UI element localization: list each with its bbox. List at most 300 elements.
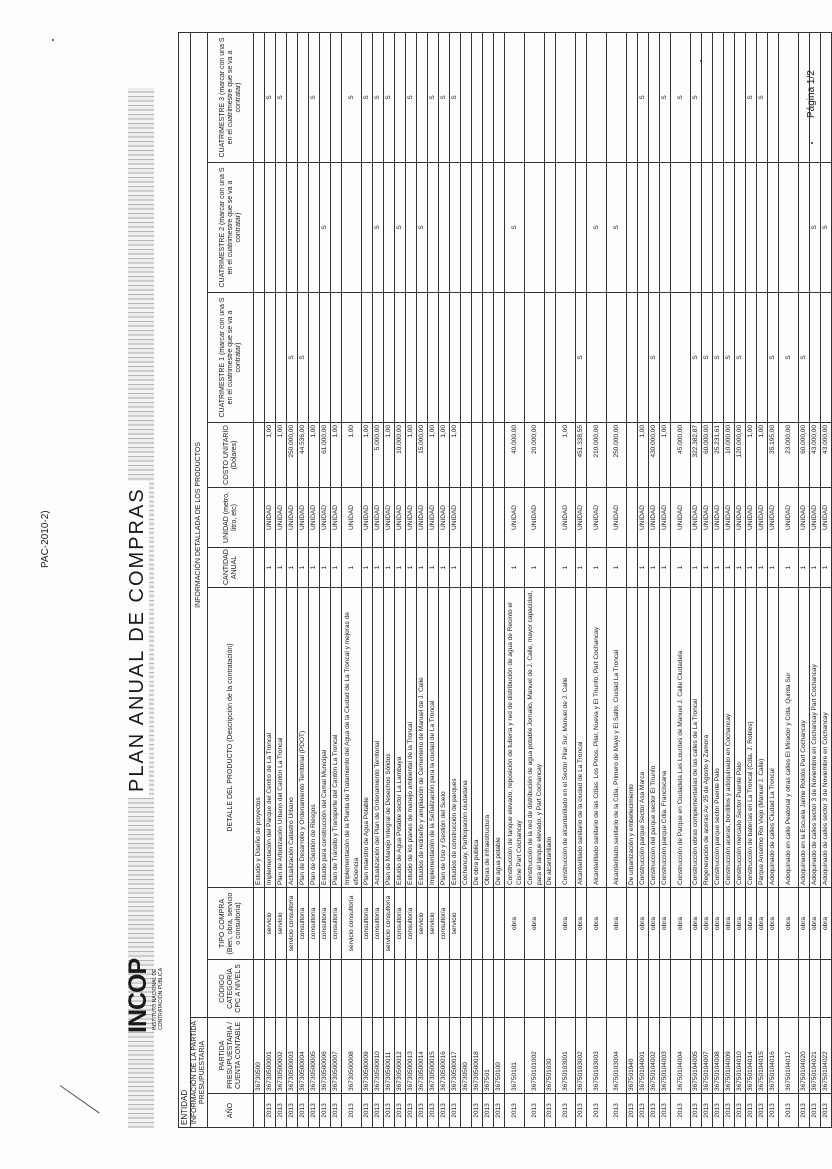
cell-qty: 1: [439, 548, 450, 588]
cell-cpc: [406, 960, 417, 1018]
cell-detail: Construcción de tanque elevado, reposición de tubería y red de distribución de agua de Recinto el Cisne Part Cochancay: [505, 588, 525, 888]
cell-c1: [439, 293, 450, 423]
table-row: [746, 32, 757, 1127]
cell-cpc: [525, 960, 545, 1018]
cell-type: consultoría: [373, 888, 384, 960]
table-row: [638, 32, 649, 1127]
column-header: CANTIDAD ANUAL: [208, 548, 254, 588]
cell-c3: S: [746, 32, 757, 162]
cell-qty: 1: [342, 548, 362, 588]
cell-unit: UNIDAD: [525, 488, 545, 548]
cell-year: 2013: [671, 1094, 691, 1128]
cell-c1: S: [724, 293, 735, 423]
cell-unit: UNIDAD: [638, 488, 649, 548]
table-row: [505, 32, 525, 1127]
cell-detail: Construcción parque Sector Asa Marca: [638, 588, 649, 888]
cell-c1: [320, 293, 331, 423]
cell-unit: UNIDAD: [384, 488, 395, 548]
cell-c3: S: [265, 32, 276, 162]
cell-cpc: [660, 960, 671, 1018]
cell-account: 367501030: [545, 1018, 556, 1094]
cell-type: servicio: [265, 888, 276, 960]
cell-cpc: [362, 960, 373, 1018]
column-header: CUATRIMESTRE 2 (marcar con una S en el cuatrimestre que se va a contratar): [208, 163, 254, 293]
cell-c2: [691, 163, 702, 293]
cell-cost: 20.000,00: [525, 423, 545, 488]
cell-cost: 1,00: [450, 423, 461, 488]
cell-detail: Estudios de construcción de parques: [450, 588, 461, 888]
cell-qty: 1: [638, 548, 649, 588]
cell-c3: S: [638, 32, 649, 162]
cell-qty: 1: [746, 548, 757, 588]
cell-type: [494, 888, 505, 960]
cell-unit: UNIDAD: [757, 488, 768, 548]
cell-account: 36750101002: [525, 1018, 545, 1094]
cell-year: 2013: [428, 1094, 439, 1128]
cell-type: servicio consultoría: [384, 888, 395, 960]
table-row: [810, 32, 821, 1127]
cell-year: [254, 1094, 265, 1128]
cell-unit: UNIDAD: [691, 488, 702, 548]
table-body: [254, 32, 832, 1127]
cell-c2: [799, 163, 810, 293]
cell-c1: S: [713, 293, 724, 423]
cell-type: servicio: [417, 888, 428, 960]
cell-c1: [587, 293, 607, 423]
cell-account: 36750104021: [810, 1018, 821, 1094]
cell-cost: 210.000,00: [587, 423, 607, 488]
cell-detail: Construcción de baterías en La Troncal (Cdla. J. Robles): [746, 588, 757, 888]
cell-type: servicio: [428, 888, 439, 960]
cell-account: 36750104004: [671, 1018, 691, 1094]
cell-c2: [735, 163, 746, 293]
cell-account: 36750104007: [702, 1018, 713, 1094]
cell-type: obra: [638, 888, 649, 960]
table-row: [724, 32, 735, 1127]
cell-unit: [627, 488, 638, 548]
cell-unit: UNIDAD: [406, 488, 417, 548]
cell-cost: 60.000,00: [702, 423, 713, 488]
cell-c2: [757, 163, 768, 293]
table-row: [587, 32, 607, 1127]
cell-cost: [627, 423, 638, 488]
cell-detail: Construcción obras complementarias de las calles de La Troncal: [691, 588, 702, 888]
cell-account: 36750104009: [724, 1018, 735, 1094]
cell-c2: S: [505, 163, 525, 293]
cell-qty: 1: [713, 548, 724, 588]
cell-c2: [724, 163, 735, 293]
cell-c3: S: [439, 32, 450, 162]
cell-cpc: [821, 960, 832, 1018]
cell-detail: Construcción mercado Sector Puente Palo: [735, 588, 746, 888]
cell-cost: 1,00: [746, 423, 757, 488]
cell-unit: UNIDAD: [342, 488, 362, 548]
scan-mark: [60, 1085, 100, 1113]
cell-year: 2013: [587, 1094, 607, 1128]
cell-qty: [461, 548, 472, 588]
table-row: [660, 32, 671, 1127]
cell-c3: [287, 32, 298, 162]
cell-c3: [461, 32, 472, 162]
cell-cpc: [810, 960, 821, 1018]
table-row: [309, 32, 320, 1127]
column-header-row: [208, 32, 254, 1127]
cell-year: 2013: [384, 1094, 395, 1128]
column-header: AÑO: [208, 1094, 254, 1128]
cell-qty: [494, 548, 505, 588]
cell-c2: [472, 163, 483, 293]
cell-year: 2013: [342, 1094, 362, 1128]
cell-year: 2013: [362, 1094, 373, 1128]
cell-year: 2013: [320, 1094, 331, 1128]
cell-type: obra: [821, 888, 832, 960]
cell-cost: 430.000,00: [649, 423, 660, 488]
cell-c3: [483, 32, 494, 162]
cell-qty: 1: [779, 548, 799, 588]
table-row: [576, 32, 587, 1127]
cell-c2: [362, 163, 373, 293]
cell-c3: S: [428, 32, 439, 162]
cell-cpc: [483, 960, 494, 1018]
cell-cpc: [320, 960, 331, 1018]
column-header: UNIDAD (metro, litro, etc): [208, 488, 254, 548]
cell-qty: 1: [406, 548, 417, 588]
cell-unit: [254, 488, 265, 548]
cell-year: 2013: [607, 1094, 627, 1128]
cell-account: 36730500013: [406, 1018, 417, 1094]
rotated-page: [40, 33, 829, 1128]
table-row: [821, 32, 832, 1127]
table-row: [331, 32, 342, 1127]
cell-cpc: [724, 960, 735, 1018]
cell-c3: S: [276, 32, 287, 162]
cell-account: 36750104015: [757, 1018, 768, 1094]
cell-unit: UNIDAD: [265, 488, 276, 548]
cell-cpc: [439, 960, 450, 1018]
cell-qty: 1: [505, 548, 525, 588]
cell-detail: De obra pública: [472, 588, 483, 888]
cell-account: 36750103001: [556, 1018, 576, 1094]
cell-qty: 1: [373, 548, 384, 588]
cell-account: 36750101: [505, 1018, 525, 1094]
cell-c3: S: [373, 32, 384, 162]
cell-detail: De alcantarillado: [545, 588, 556, 888]
cell-unit: [545, 488, 556, 548]
cell-cost: 1,00: [384, 423, 395, 488]
cell-cost: [494, 423, 505, 488]
table-row: [799, 32, 810, 1127]
cell-qty: 1: [265, 548, 276, 588]
cell-unit: UNIDAD: [821, 488, 832, 548]
cell-unit: UNIDAD: [450, 488, 461, 548]
cell-c1: [556, 293, 576, 423]
cell-year: 2013: [439, 1094, 450, 1128]
cell-cpc: [461, 960, 472, 1018]
cell-type: obra: [779, 888, 799, 960]
cell-type: obra: [691, 888, 702, 960]
cell-qty: 1: [702, 548, 713, 588]
table-row: [276, 32, 287, 1127]
cell-detail: Plan de Arbolización Urbano del Cantón La Troncal: [276, 588, 287, 888]
cell-cost: 43.000,00: [810, 423, 821, 488]
cell-year: 2013: [810, 1094, 821, 1128]
cell-qty: 1: [587, 548, 607, 588]
table-row: [265, 32, 276, 1127]
cell-c3: [779, 32, 799, 162]
cell-year: 2013: [545, 1094, 556, 1128]
cell-c3: S: [757, 32, 768, 162]
cell-cost: 250.000,00: [287, 423, 298, 488]
cell-qty: 1: [428, 548, 439, 588]
cell-cost: [472, 423, 483, 488]
cell-detail: De urbanización y embellecimiento: [627, 588, 638, 888]
cell-c3: [525, 32, 545, 162]
cell-account: 36730500018: [472, 1018, 483, 1094]
cell-c2: [494, 163, 505, 293]
column-header: CUATRIMESTRE 1 (marcar con una S en el cuatrimestre que se va a contratar): [208, 293, 254, 423]
cell-c3: S: [691, 32, 702, 162]
cell-cost: 120.000,00: [735, 423, 746, 488]
cell-type: obra: [713, 888, 724, 960]
cell-unit: UNIDAD: [505, 488, 525, 548]
cell-type: consultoría: [298, 888, 309, 960]
cell-c2: S: [821, 163, 832, 293]
table-row: [702, 32, 713, 1127]
cell-c1: [373, 293, 384, 423]
cell-year: 2013: [395, 1094, 406, 1128]
cell-qty: 1: [671, 548, 691, 588]
cell-cost: 1,00: [265, 423, 276, 488]
cell-year: 2013: [472, 1094, 483, 1128]
cell-account: 36730500003: [287, 1018, 298, 1094]
cell-type: obra: [671, 888, 691, 960]
cell-qty: 1: [298, 548, 309, 588]
cell-year: 2013: [702, 1094, 713, 1128]
cell-detail: Implementación del Parque del Centro de La Troncal: [265, 588, 276, 888]
cell-detail: Plan de Gestión de Riesgos: [309, 588, 320, 888]
cell-cost: 23.000,00: [779, 423, 799, 488]
cell-account: 36730500009: [362, 1018, 373, 1094]
cell-account: 36730500010: [373, 1018, 384, 1094]
cell-unit: UNIDAD: [298, 488, 309, 548]
cell-qty: [545, 548, 556, 588]
cell-detail: Estudio y Diseño de proyectos: [254, 588, 265, 888]
cell-qty: [483, 548, 494, 588]
cell-detail: Plan de Uso y Gestión del Suelo: [439, 588, 450, 888]
cell-type: servicio: [276, 888, 287, 960]
cell-type: [545, 888, 556, 960]
cell-detail: Plan de Manejo Integral de Desechos Sólidos: [384, 588, 395, 888]
cell-cpc: [287, 960, 298, 1018]
cell-cost: 44.536,00: [298, 423, 309, 488]
cell-year: 2013: [691, 1094, 702, 1128]
cell-account: 36750103003: [587, 1018, 607, 1094]
cell-c2: [660, 163, 671, 293]
cell-cpc: [556, 960, 576, 1018]
cell-cost: 1,00: [362, 423, 373, 488]
cell-detail: Adoquinado de calles sector 3 de Noviembre en Cochancay: [821, 588, 832, 888]
cell-type: obra: [587, 888, 607, 960]
cell-detail: Construcción de Parque en Ciudadela Las Lourdes de Manuel J. Calle Ciudadela: [671, 588, 691, 888]
cell-unit: UNIDAD: [671, 488, 691, 548]
cell-account: 36730500: [461, 1018, 472, 1094]
cell-c2: [556, 163, 576, 293]
cell-account: 36730500007: [331, 1018, 342, 1094]
cell-c3: S: [342, 32, 362, 162]
cell-c1: [342, 293, 362, 423]
cell-cpc: [298, 960, 309, 1018]
cell-type: consultoría: [439, 888, 450, 960]
cell-c2: S: [810, 163, 821, 293]
cell-c2: S: [417, 163, 428, 293]
cell-year: 2013: [799, 1094, 810, 1128]
cell-c1: S: [287, 293, 298, 423]
cell-c3: [417, 32, 428, 162]
cell-c3: [395, 32, 406, 162]
cell-cpc: [607, 960, 627, 1018]
cell-year: 2013: [417, 1094, 428, 1128]
table-row: [373, 32, 384, 1127]
cell-unit: UNIDAD: [724, 488, 735, 548]
cell-c3: S: [671, 32, 691, 162]
scan-speck: [52, 39, 54, 41]
cell-type: [254, 888, 265, 960]
cell-detail: Actualización Catastro Urbano: [287, 588, 298, 888]
cell-c3: [627, 32, 638, 162]
cell-cost: 61.000,00: [320, 423, 331, 488]
cell-cost: 322.382,87: [691, 423, 702, 488]
cell-unit: UNIDAD: [649, 488, 660, 548]
cell-c3: [331, 32, 342, 162]
cell-detail: Cochancay, Participación ciudadana: [461, 588, 472, 888]
cell-unit: UNIDAD: [735, 488, 746, 548]
cell-cost: [545, 423, 556, 488]
cell-account: 367501: [483, 1018, 494, 1094]
cell-detail: Construcción aceras, bordillos y adoquinado en Cochancay: [724, 588, 735, 888]
cell-cost: 250.000,00: [607, 423, 627, 488]
table-row: [607, 32, 627, 1127]
cell-detail: Construcción parque sector Puente Palo: [713, 588, 724, 888]
cell-c2: [287, 163, 298, 293]
cell-account: 36750104005: [691, 1018, 702, 1094]
cell-c1: [505, 293, 525, 423]
cell-account: 36750104003: [660, 1018, 671, 1094]
cell-account: 36750104002: [649, 1018, 660, 1094]
table-row: [395, 32, 406, 1127]
document-title: PLAN ANUAL DE COMPRAS: [126, 481, 149, 798]
cell-year: 2013: [746, 1094, 757, 1128]
cell-account: 36750104017: [779, 1018, 799, 1094]
cell-c3: S: [660, 32, 671, 162]
cell-account: 36750104022: [821, 1018, 832, 1094]
cell-unit: UNIDAD: [276, 488, 287, 548]
cell-c1: [494, 293, 505, 423]
cell-detail: Plan de Tránsito y Transporte del Cantón La Troncal: [331, 588, 342, 888]
cell-cpc: [505, 960, 525, 1018]
cell-type: obra: [576, 888, 587, 960]
cell-unit: UNIDAD: [660, 488, 671, 548]
cell-unit: UNIDAD: [576, 488, 587, 548]
cell-c2: [649, 163, 660, 293]
cell-cost: [254, 423, 265, 488]
cell-cpc: [450, 960, 461, 1018]
table-row: [691, 32, 702, 1127]
cell-c2: [525, 163, 545, 293]
cell-cost: 1,00: [660, 423, 671, 488]
cell-type: consultoría: [362, 888, 373, 960]
logo: INCOP: [124, 958, 152, 1033]
cell-unit: UNIDAD: [309, 488, 320, 548]
cell-type: obra: [810, 888, 821, 960]
cell-qty: 1: [287, 548, 298, 588]
cell-year: 2013: [638, 1094, 649, 1128]
cell-c1: S: [649, 293, 660, 423]
table-row: [494, 32, 505, 1127]
cell-account: 36750104014: [746, 1018, 757, 1094]
cell-c3: S: [450, 32, 461, 162]
cell-detail: Estudios de rediseño y ampliación de Cementerio de Manuel de J. Calle: [417, 588, 428, 888]
cell-type: obra: [607, 888, 627, 960]
cell-account: 36730500005: [309, 1018, 320, 1094]
cell-type: obra: [702, 888, 713, 960]
cell-account: 36730500015: [428, 1018, 439, 1094]
cell-qty: 1: [309, 548, 320, 588]
cell-detail: Plan de Desarrollo y Ordenamiento Territorial (PDOT): [298, 588, 309, 888]
cell-type: obra: [735, 888, 746, 960]
budget-group-header: INFORMACIÓN DE LA PARTIDA PRESUPUESTARIA: [191, 1018, 208, 1128]
cell-c2: [713, 163, 724, 293]
cell-c1: [746, 293, 757, 423]
cell-qty: 1: [757, 548, 768, 588]
cell-c2: [450, 163, 461, 293]
cell-qty: 1: [556, 548, 576, 588]
cell-cost: 1,00: [638, 423, 649, 488]
cell-type: [461, 888, 472, 960]
cell-detail: Implementación de la Planta de Tratamiento del Agua de la Ciudad de La Troncal y mejoras de eficiencia: [342, 588, 362, 888]
cell-year: 2013: [649, 1094, 660, 1128]
cell-account: 36750104008: [713, 1018, 724, 1094]
cell-cpc: [373, 960, 384, 1018]
cell-cpc: [417, 960, 428, 1018]
cell-unit: UNIDAD: [556, 488, 576, 548]
cell-detail: De agua potable: [494, 588, 505, 888]
cell-detail: Estudio de los planes de manejo ambiental de la Troncal: [406, 588, 417, 888]
table-row: [556, 32, 576, 1127]
cell-year: 2013: [505, 1094, 525, 1128]
cell-type: [472, 888, 483, 960]
cell-c3: [735, 32, 746, 162]
cell-qty: 1: [525, 548, 545, 588]
table-row: [627, 32, 638, 1127]
cell-account: 36750104016: [768, 1018, 779, 1094]
cell-cpc: [331, 960, 342, 1018]
cell-c3: [713, 32, 724, 162]
cell-cost: 35.195,00: [768, 423, 779, 488]
cell-type: obra: [768, 888, 779, 960]
cell-qty: 1: [799, 548, 810, 588]
cell-c1: [472, 293, 483, 423]
cell-c2: [406, 163, 417, 293]
cell-c1: [525, 293, 545, 423]
cell-cpc: [671, 960, 691, 1018]
cell-cost: 15.000,00: [417, 423, 428, 488]
product-group-header: INFORMACIÓN DETALLADA DE LOS PRODUCTOS: [191, 32, 208, 1017]
form-code: PAC-2010-2): [40, 510, 51, 568]
cell-c1: [671, 293, 691, 423]
cell-c1: S: [702, 293, 713, 423]
cell-account: 36730500006: [320, 1018, 331, 1094]
cell-c3: S: [384, 32, 395, 162]
